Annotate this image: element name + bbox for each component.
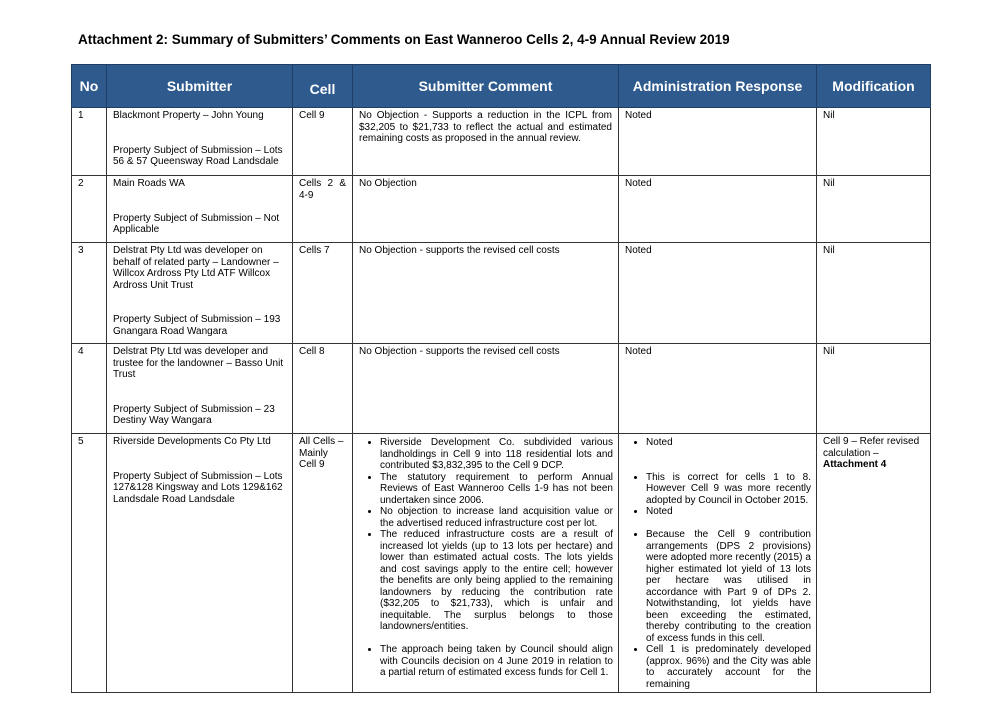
list-item: • No objection to increase land acquisition value or the advertised reduced infrastructure cost per lot. xyxy=(380,506,613,529)
admin-response: Noted xyxy=(619,344,817,434)
header-no: No xyxy=(72,65,107,108)
modification: Nil xyxy=(817,344,931,434)
table-row xyxy=(72,176,931,243)
header-cell: Cell xyxy=(293,65,353,108)
submitter-comment: No Objection - supports the revised cell costs xyxy=(353,243,619,344)
submitter-name: Riverside Developments Co Pty Ltd xyxy=(113,436,271,447)
submission-property: Property Subject of Submission – Lots 127&128 Kingsway and Lots 129&162 Landsdale Road Landsdale xyxy=(113,470,283,505)
submitter-comment xyxy=(353,434,619,693)
comment-list xyxy=(359,437,613,679)
header-comment: Submitter Comment xyxy=(353,65,619,108)
list-item: • Noted xyxy=(646,506,811,518)
list-item: • Noted xyxy=(646,437,811,449)
row-number: 4 xyxy=(72,344,107,434)
row-number: 2 xyxy=(72,176,107,243)
submitter-name: Delstrat Pty Ltd was developer and trustee for the landowner – Basso Unit Trust xyxy=(113,346,284,380)
cell-value: Cells 7 xyxy=(293,243,353,344)
row-number: 5 xyxy=(72,434,107,693)
submission-property: Property Subject of Submission – Not Applicable xyxy=(113,212,280,235)
submission-property: Property Subject of Submission – Lots 56 & 57 Queensway Road Landsdale xyxy=(113,144,283,167)
list-item: • This is correct for cells 1 to 8. However Cell 9 was more recently adopted by Council in October 2015. xyxy=(646,472,811,507)
modification: Nil xyxy=(817,176,931,243)
submitter-cell xyxy=(107,243,293,344)
admin-response xyxy=(619,434,817,693)
admin-response: Noted xyxy=(619,243,817,344)
submitter-name: Main Roads WA xyxy=(113,178,185,189)
admin-response: Noted xyxy=(619,176,817,243)
list-item: • Riverside Development Co. subdivided various landholdings in Cell 9 into 118 residential lots and contributed $3,832,395 to the Cell 9 DCP. xyxy=(380,437,613,472)
header-response: Administration Response xyxy=(619,65,817,108)
submitter-name: Blackmont Property – John Young xyxy=(113,110,264,121)
admin-response: Noted xyxy=(619,108,817,176)
row-number: 1 xyxy=(72,108,107,176)
list-item: • Because the Cell 9 contribution arrangements (DPS 2 provisions) were adopted more recently (2015) a higher estimated lot yield of 13 lots per hectare was utilised in accordance with Part 9 of DPs 2. Notwithstanding, lot yields have been exceeding the estimated, thereby contributing to the creation of excess funds in this cell. xyxy=(646,529,811,644)
row-number: 3 xyxy=(72,243,107,344)
list-item: • The reduced infrastructure costs are a result of increased lot yields (up to 13 lots per hectare) and lower than estimated actual costs. The lots yields and cost savings apply to the entire cell; however the benefits are only being applied to the remaining landowners by reducing the contribution rate ($32,205 to $21,733), which is unfair and inequitable. The surplus belongs to those landowners/entities. xyxy=(380,529,613,633)
submission-property: Property Subject of Submission – 193 Gnangara Road Wangara xyxy=(113,314,281,337)
table-row xyxy=(72,108,931,176)
modification-text: Cell 9 – Refer revised calculation – xyxy=(823,436,920,459)
table-row xyxy=(72,344,931,434)
cell-value: Cell 8 xyxy=(293,344,353,434)
header-row xyxy=(72,65,931,108)
submitter-cell xyxy=(107,344,293,434)
list-item: • Cell 1 is predominately developed (approx. 96%) and the City was able to accurately account for the remaining xyxy=(646,644,811,690)
page-title: Attachment 2: Summary of Submitters’ Comments on East Wanneroo Cells 2, 4-9 Annual Review 2019 xyxy=(78,32,730,47)
modification: Nil xyxy=(817,243,931,344)
submitter-comment: No Objection - supports the revised cell costs xyxy=(353,344,619,434)
cell-value: Cells 2 & 4-9 xyxy=(293,176,353,243)
modification-attachment-ref: Attachment 4 xyxy=(823,459,887,470)
modification xyxy=(817,434,931,693)
submissions-table xyxy=(71,64,931,693)
table-row xyxy=(72,243,931,344)
cell-value: All Cells – Mainly Cell 9 xyxy=(293,434,353,693)
list-item: • The statutory requirement to perform Annual Reviews of East Wanneroo Cells 1-9 has not been undertaken since 2006. xyxy=(380,472,613,507)
cell-value: Cell 9 xyxy=(293,108,353,176)
list-item: • The approach being taken by Council should align with Councils decision on 4 June 2019 in relation to a partial return of estimated excess funds for Cell 1. xyxy=(380,644,613,679)
modification: Nil xyxy=(817,108,931,176)
submitter-comment: No Objection xyxy=(353,176,619,243)
header-modification: Modification xyxy=(817,65,931,108)
submitter-name: Delstrat Pty Ltd was developer on behalf of related party – Landowner – Willcox Ardross Pty Ltd ATF Willcox Ardross Unit Trust xyxy=(113,245,279,291)
response-list xyxy=(625,437,811,690)
submitter-cell xyxy=(107,108,293,176)
header-submitter: Submitter xyxy=(107,65,293,108)
submitter-cell xyxy=(107,434,293,693)
submission-property: Property Subject of Submission – 23 Destiny Way Wangara xyxy=(113,403,275,426)
submitter-comment: No Objection - Supports a reduction in the ICPL from $32,205 to $21,733 to reflect the actual and estimated remaining costs as proposed in the annual review. xyxy=(353,108,619,176)
table-row xyxy=(72,434,931,693)
submitter-cell xyxy=(107,176,293,243)
